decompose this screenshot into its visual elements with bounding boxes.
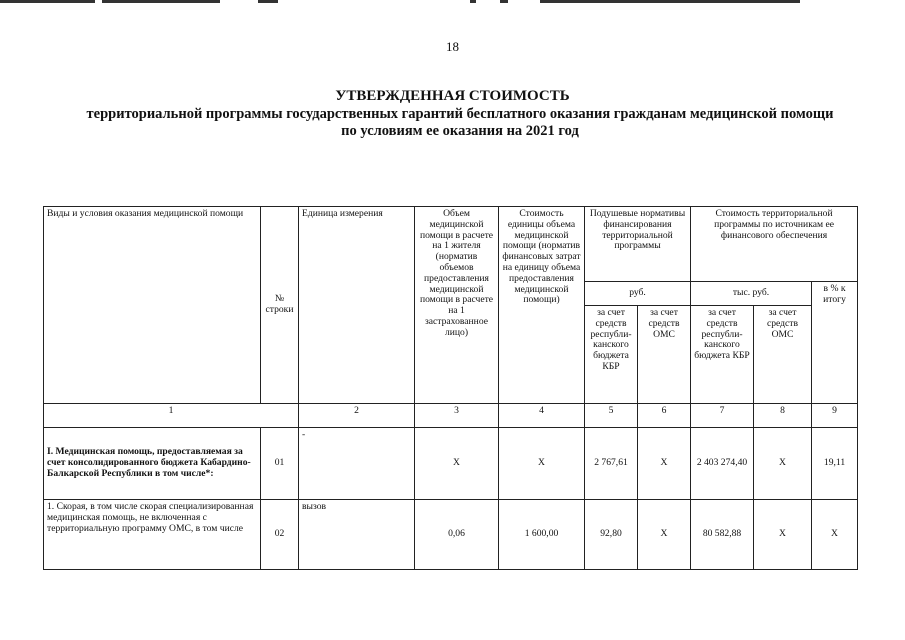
header-program-cost: Стоимость территориальной программы по источникам ее финансового обеспечения [691,207,858,282]
column-number: 5 [585,404,638,428]
column-number: 1 [44,404,299,428]
row-cost-oms: X [754,428,812,500]
row-percent: 19,11 [812,428,858,500]
row-number: 01 [261,428,299,500]
column-number-row [44,404,858,428]
row-unit: вызов [299,500,415,570]
header-percent-total: в % к итогу [812,282,858,404]
row-per-capita-budget: 2 767,61 [585,428,638,500]
header-per-capita: Подушевые нормативы финансирования территориальной программы [585,207,691,282]
header-row-no: № строки [261,207,299,404]
header-thousand-rub: тыс. руб. [691,282,812,306]
column-number: 6 [638,404,691,428]
column-number: 3 [415,404,499,428]
column-number: 7 [691,404,754,428]
table-row [44,500,858,570]
page-title: УТВЕРЖДЕННАЯ СТОИМОСТЬ [335,88,570,104]
row-unit: - [299,428,415,500]
page-number: 18 [446,39,459,54]
header-unit-cost: Стоимость единицы объема медицинской помощи (норматив финансовых затрат на единицу объема предоставления медицинской помощи) [499,207,585,404]
header-types: Виды и условия оказания медицинской помощи [44,207,261,404]
row-number: 02 [261,500,299,570]
cost-table [43,206,858,570]
header-budget-rub: за счет средств республи-канского бюджета КБР [585,306,638,404]
header-unit: Единица измерения [299,207,415,404]
row-unit-cost: X [499,428,585,500]
row-name: I. Медицинская помощь, предоставляемая за счет консолидированного бюджета Кабардино-Балкарской Республики в том числе*: [44,428,261,500]
header-budget-thousand: за счет средств республи-канского бюджета КБР [691,306,754,404]
row-cost-budget: 2 403 274,40 [691,428,754,500]
header-rub: руб. [585,282,691,306]
row-cost-budget: 80 582,88 [691,500,754,570]
row-volume: 0,06 [415,500,499,570]
row-per-capita-oms: X [638,500,691,570]
table-row [44,428,858,500]
column-number: 9 [812,404,858,428]
header-volume: Объем медицинской помощи в расчете на 1 жителя (норматив объемов предоставления медицинской помощи в расчете на 1 застрахованное лицо) [415,207,499,404]
column-number: 4 [499,404,585,428]
row-volume: X [415,428,499,500]
header-oms-rub: за счет средств ОМС [638,306,691,404]
column-number: 2 [299,404,415,428]
scan-artifact [0,0,905,4]
row-per-capita-oms: X [638,428,691,500]
row-percent: X [812,500,858,570]
row-per-capita-budget: 92,80 [585,500,638,570]
header-oms-thousand: за счет средств ОМС [754,306,812,404]
column-number: 8 [754,404,812,428]
page-subtitle: территориальной программы государственных гарантий бесплатного оказания гражданам медицинской помощи по условиям ее оказания на 2021 год [86,106,834,139]
row-name: 1. Скорая, в том числе скорая специализированная медицинская помощь, не включенная с территориальную программу ОМС, в том числе [44,500,261,570]
row-cost-oms: X [754,500,812,570]
row-unit-cost: 1 600,00 [499,500,585,570]
